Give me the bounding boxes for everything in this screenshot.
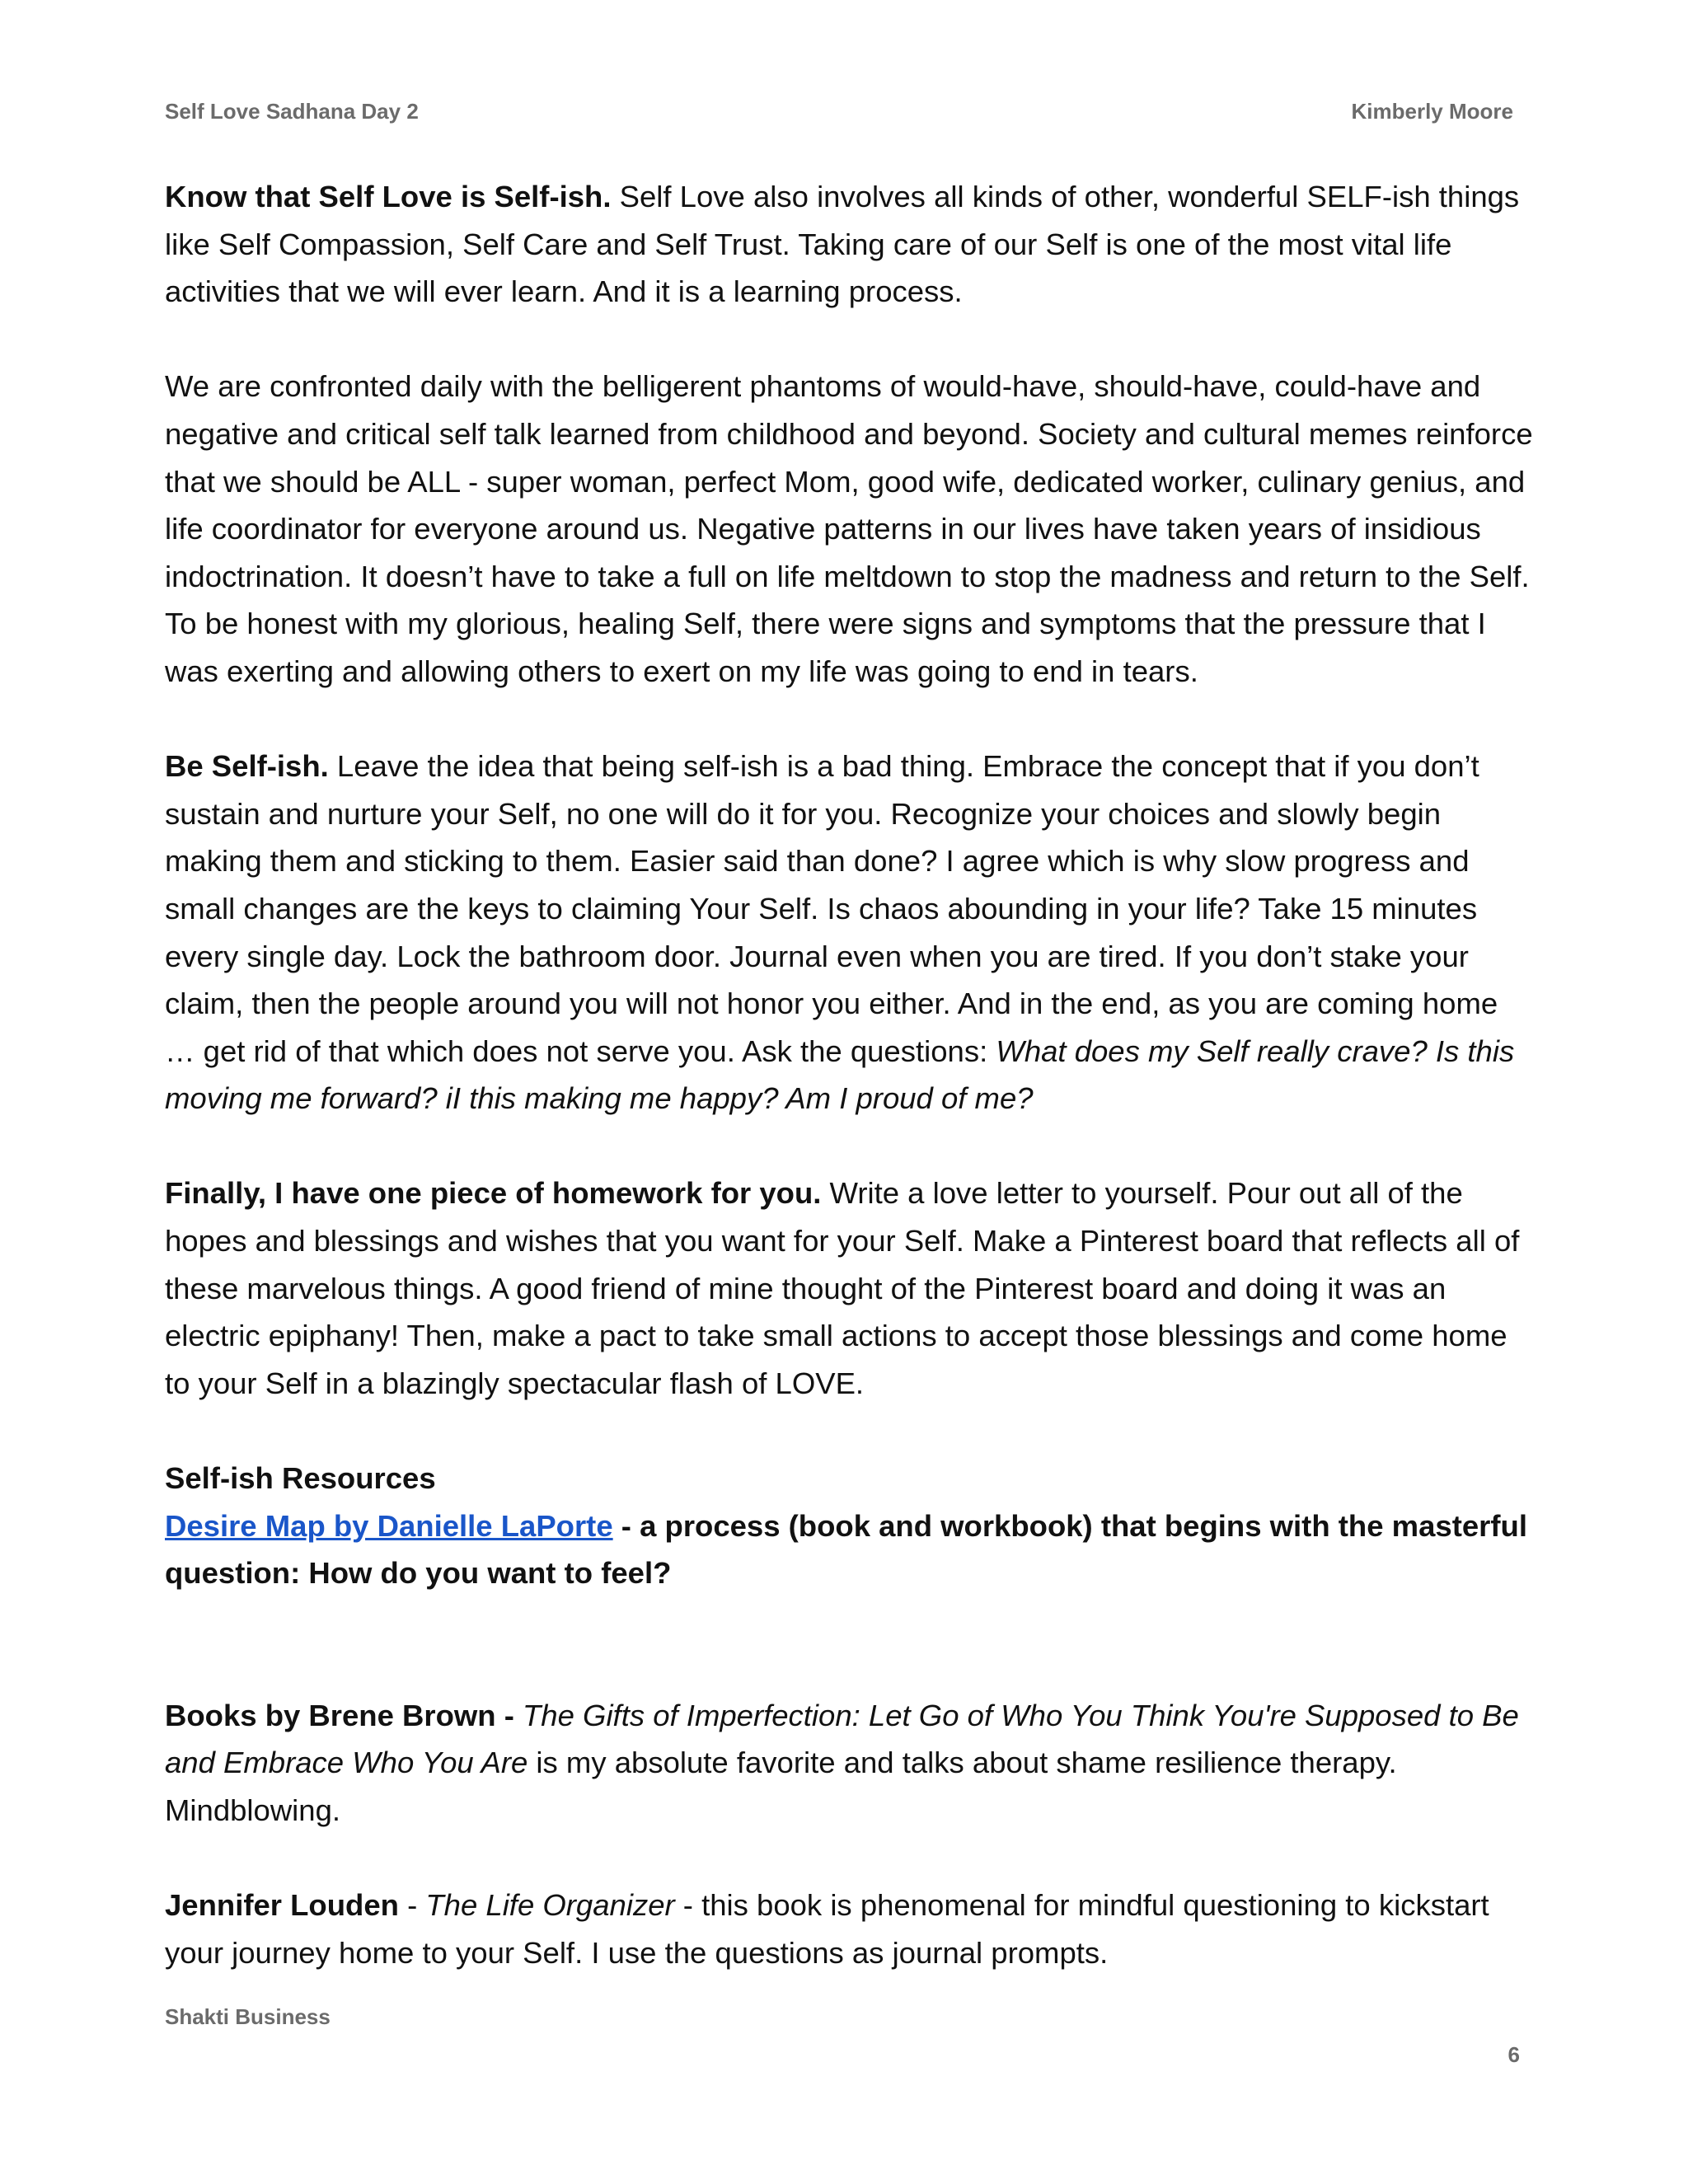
page-number: 6 [1507,2042,1520,2067]
resources-heading [165,1455,1533,1502]
resource-jennifer-louden [165,1882,1533,1976]
paragraph-lead: Be Self-ish. [165,749,329,784]
paragraph-lead: Know that Self Love is Self-ish. [165,180,612,213]
resource-lead: Books by Brene Brown - [165,1698,523,1732]
paragraph-text: We are confronted daily with the belligerent phantoms of would-have, should-have, could-have and negative and critical self talk learned from childhood and beyond. Society and cultural memes reinforce that we should be ALL - super woman, perfect Mom, good wife, dedicated worker, culinary genius, and life coordinator for everyone around us. Negative patterns in our lives have taken years of insidious indoctrination. It doesn’t have to take a full on life meltdown to stop the madness and return to the Self. To be honest with my glorious, healing Self, there were signs and symptoms that the pressure that I was exerting and allowing others to exert on my life was going to end in tears. [165,369,1533,688]
document-body [165,173,1533,2024]
resource-book-title: The Life Organizer [425,1888,675,1923]
resources-heading-text: Self-ish Resources [165,1461,436,1496]
resource-book-title: The Gifts of Imperfection: Let Go of Who You Think You're Supposed to Be and Embrace Who You Are [165,1698,1519,1780]
resource-lead: Jennifer Louden [165,1888,399,1923]
resource-description: is my absolute favorite and talks about shame resilience therapy. Mindblowing. [165,1746,1397,1827]
paragraph-homework [165,1169,1533,1407]
paragraph-self-love [165,173,1533,316]
paragraph-lead: Finally, I have one piece of homework for you. [165,1176,822,1211]
resource-desire-map [165,1502,1533,1597]
paragraph-text: Write a love letter to yourself. Pour out all of the hopes and blessings and wishes that you want for your Self. Make a Pinterest board that reflects all of these marvelous things. A good friend of mine thought of the Pinterest board and doing it was an electric epiphany! Then, make a pact to take small actions to accept those blessings and come home to your Self in a blazingly spectacular flash of LOVE. [165,1176,1520,1400]
header-title: Self Love Sadhana Day 2 [165,99,419,124]
resource-description: - a process (book and workbook) that begins with the masterful question: How do you want to feel? [165,1508,1527,1591]
paragraph-text: Self Love also involves all kinds of other, wonderful SELF-ish things like Self Compassion, Self Care and Self Trust. Taking care of our Self is one of the most vital life activities that we will ever learn. And it is a learning process. [165,180,1520,309]
header-author: Kimberly Moore [1351,99,1513,124]
page-footer: Shakti Business [165,2004,331,2029]
resource-separator: - [398,1888,426,1923]
paragraph-text: Leave the idea that being self-ish is a bad thing. Embrace the concept that if you don’t sustain and nurture your Self, no one will do it for you. Recognize your choices and slowly begin making them and sticking to them. Easier said than done? I agree which is why slow progress and small changes are the keys to claiming Your Self. Is chaos abounding in your life? Take 15 minutes every single day. Lock the bathroom door. Journal even when you are tired. If you don’t stake your claim, then the people around you will not honor you either. And in the end, as you are coming home … get rid of that which does not serve you. Ask the questions: [165,749,1498,1068]
paragraph-be-selfish [165,743,1533,1122]
paragraph-questions: What does my Self really crave? Is this moving me forward? iI this making me happy? Am I proud of me? [165,1033,1515,1116]
resource-description: - this book is phenomenal for mindful questioning to kickstart your journey home to your Self. I use the questions as journal prompts. [165,1888,1489,1970]
resource-brene-brown [165,1692,1533,1835]
desire-map-link[interactable]: Desire Map by Danielle LaPorte [165,1508,613,1543]
page-header [165,99,1513,124]
paragraph-phantoms [165,363,1533,695]
